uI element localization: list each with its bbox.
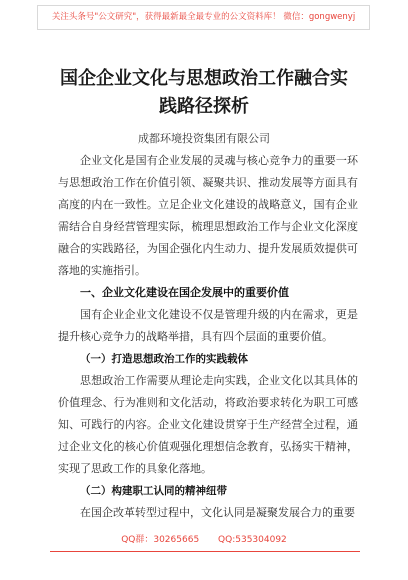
document-body [58, 150, 358, 524]
intro-paragraph: 企业文化是国有企业发展的灵魂与核心竞争力的重要一环与思想政治工作在价值引领、凝聚共识、推动发展等方面具有高度的内在一致性。立足企业文化建设的战略意义，国有企业需结合自身经营管理实际，梳理思想政治工作与企业文化深度融合的实践路径，为国企强化内生动力、提升发展质效提供可落地的实施指引。 [58, 154, 358, 277]
section-paragraph: 国有企业企业文化建设不仅是管理升级的内在需求，更是提升核心竞争力的战略举措，具有四个层面的重要价值。 [58, 308, 358, 343]
subsection-paragraph: 在国企改革转型过程中，文化认同是凝聚发展合力的重要 [80, 506, 355, 519]
subsection-heading: （二）构建职工认同的精神纽带 [80, 485, 227, 497]
footer [0, 532, 408, 545]
footer-qq-group: QQ群：30265665 [121, 535, 200, 545]
subsection-heading: （一）打造思想政治工作的实践载体 [80, 353, 248, 365]
footer-qq: QQ:535304092 [218, 535, 287, 545]
document-title: 国企企业文化与思想政治工作融合实践路径探析 [60, 68, 348, 117]
subsection-paragraph: 思想政治工作需要从理论走向实践，企业文化以其具体的价值理念、行为准则和文化活动，将政治要求转化为职工可感知、可践行的内容。企业文化建设贯穿于生产经营全过程，通过企业文化的核心价值观强化理想信念教育，弘扬实干精神，实现了思政工作的具象化落地。 [58, 374, 358, 475]
section-heading: 一、企业文化建设在国企发展中的重要价值 [80, 286, 289, 299]
header-banner [37, 5, 370, 30]
header-text: 关注头条号"公文研究"，获得最新最全最专业的公文资料库！ 微信：gongwenyj [51, 12, 356, 22]
company-name: 成都环境投资集团有限公司 [138, 132, 270, 145]
footer-divider [50, 551, 360, 552]
